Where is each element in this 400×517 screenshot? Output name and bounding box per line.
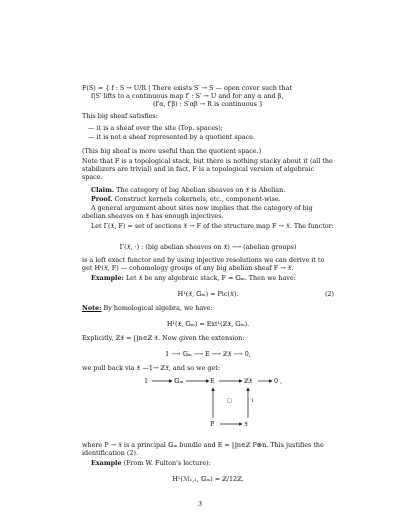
general-argument: A general argument about sites now implies that the category of big abelian sheaves on 𝔛 has enough injectives. <box>82 204 313 221</box>
note-paragraph <box>82 304 334 312</box>
example-2-text: (From W. Fulton's lecture): <box>121 459 211 467</box>
diagram-one: 1 <box>144 377 149 385</box>
equation-2: H¹(𝔛, 𝔾ₘ) = Pic(𝔛). <box>177 290 239 298</box>
functor-equation: Γ(𝔛, ·) : (big abelian sheaves on 𝔛) ⟶ (abelian groups) <box>119 243 297 251</box>
remark-useful: (This big sheaf is more useful than the quotient space.) <box>82 147 262 155</box>
equation-2-number: (2) <box>324 290 334 298</box>
sheaf-definition-line-2: f|S′ lifts to a continuous map f′ : S′ → U and for any α and β, <box>91 92 284 101</box>
example-2 <box>82 459 334 467</box>
left-exact-paragraph: is a left exact functor and by using injective resolutions we can derive it to get Hⁱ(𝔛, F) — cohomology groups of any big abelian sheaf F → 𝔛. <box>82 256 325 273</box>
gamma-definition: Let Γ(𝔛, F) = set of sections 𝔛 → F of the structure map F → 𝔛. The functor: <box>91 222 334 230</box>
explicitly-paragraph: Explicitly, ℤ𝔛 = ∐n∈ℤ 𝔛. Now given the extension: <box>82 334 245 342</box>
sheaf-property-item: — it is a sheaf over the site (Top. spaces); <box>88 124 223 132</box>
diagram-gm: 𝔾ₘ <box>174 377 184 385</box>
claim-paragraph <box>82 186 334 194</box>
example-1 <box>82 274 334 282</box>
claim-label: Claim. <box>91 186 115 194</box>
diagram-p: P <box>210 420 215 428</box>
page-number: 3 <box>197 500 203 508</box>
pullback-paragraph: we pull back via 𝔛 —1→ ℤ𝔛, and so we get: <box>82 364 221 372</box>
note-text: By homological algebra, we have: <box>101 304 213 312</box>
diagram-arrows <box>82 376 334 438</box>
sheaf-properties-list <box>82 123 334 142</box>
note-label: Note: <box>82 304 102 312</box>
diagram-pullback-square: □ <box>227 398 232 404</box>
example-2-label: Example <box>91 459 122 467</box>
ext-equation: H¹(𝔛, 𝔾ₘ) = Ext¹(ℤ𝔛, 𝔾ₘ). <box>166 320 250 328</box>
proof-label: Proof. <box>91 195 113 203</box>
diagram-x: 𝔛 <box>244 420 248 428</box>
m11-equation: H¹(ℳ₁,₁, 𝔾ₘ) = ℤ/12ℤ. <box>172 475 244 483</box>
example-1-text: Let 𝔛 be any algebraic stack, F = 𝔾ₘ. Then we have: <box>123 274 296 282</box>
sheaf-property-item: — it is not a sheaf represented by a quotient space. <box>88 133 255 142</box>
sheaf-definition-line-3: (f′α, f′β) : S′αβ → R is continuous } <box>152 100 264 109</box>
proof-text: Construct kernels cokernels, etc., component-wise. <box>112 195 281 203</box>
example-1-label: Example: <box>91 274 124 282</box>
diagram-e: E <box>210 377 215 385</box>
sheaf-definition <box>82 84 334 109</box>
sheaf-properties-intro: This big sheaf satisfies: <box>82 112 158 120</box>
diagram-zx: ℤ𝔛 <box>244 377 253 385</box>
proof-paragraph <box>82 195 334 203</box>
diagram-one-label: 1 <box>251 398 255 404</box>
extension-sequence: 1 ⟶ 𝔾ₘ ⟶ E ⟶ ℤ𝔛 ⟶ 0, <box>165 350 251 358</box>
claim-text: The category of big Abelian sheaves on 𝔛 is Abelian. <box>114 186 286 194</box>
remark-topological-stack: Note that F is a topological stack, but there is nothing stacky about it (all the stabilizers are trivial) and in fact, F is a topological version of algebraic space. <box>82 157 333 182</box>
equation-2-row <box>82 290 334 298</box>
commutative-diagram <box>82 376 334 438</box>
diagram-zero: 0 , <box>274 377 283 385</box>
sheaf-definition-line-1: F(S) = { f : S → U/R | There exists S′ → S — open cover such that <box>82 84 292 92</box>
principal-paragraph: where P → 𝔛 is a principal 𝔾ₘ bundle and E = ∐n∈ℤ P⊗n. This justifies the identification (2). <box>82 441 324 458</box>
